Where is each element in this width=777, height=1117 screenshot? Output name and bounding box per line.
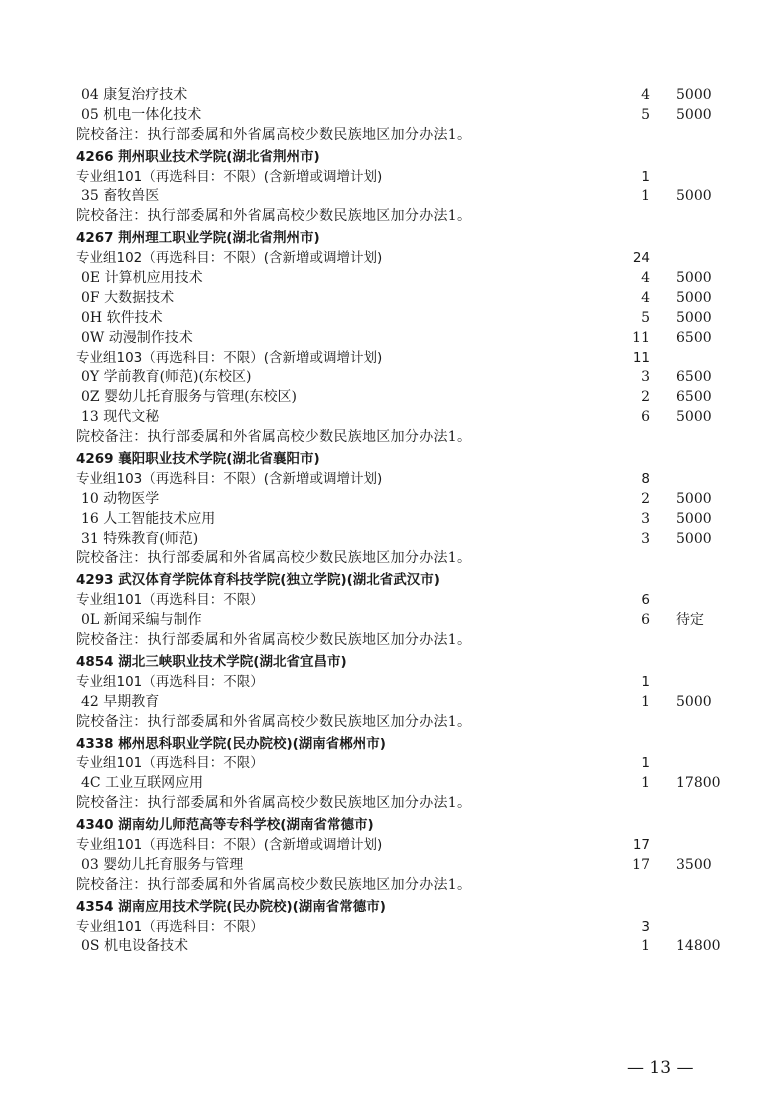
major-label: 42 早期教育 xyxy=(81,693,160,710)
major-label: 0W 动漫制作技术 xyxy=(81,329,193,346)
major-group-row xyxy=(0,349,777,369)
major-group-row xyxy=(0,591,777,611)
plan-count: 1 xyxy=(641,775,650,792)
school-header-row xyxy=(0,450,777,470)
plan-count: 1 xyxy=(641,938,650,955)
school-note-row xyxy=(0,713,777,733)
major-label: 0H 软件技术 xyxy=(81,309,163,326)
major-label: 0S 机电设备技术 xyxy=(81,938,188,955)
school-label: 4338 郴州思科职业学院(民办院校)(湖南省郴州市) xyxy=(76,735,386,752)
plan-count: 1 xyxy=(641,755,650,772)
note-label: 院校备注：执行部委属和外省属高校少数民族地区加分办法1。 xyxy=(76,632,472,649)
note-label: 院校备注：执行部委属和外省属高校少数民族地区加分办法1。 xyxy=(76,550,472,567)
plan-count: 1 xyxy=(641,168,650,185)
major-row xyxy=(0,289,777,309)
major-row xyxy=(0,774,777,794)
major-row xyxy=(0,510,777,530)
major-row xyxy=(0,693,777,713)
plan-count: 4 xyxy=(641,87,650,103)
plan-count: 1 xyxy=(641,693,650,710)
school-header-row xyxy=(0,816,777,836)
major-label: 35 畜牧兽医 xyxy=(81,188,160,205)
major-label: 0F 大数据技术 xyxy=(81,289,175,306)
major-group-row xyxy=(0,673,777,693)
tuition-fee: 5000 xyxy=(676,106,712,123)
plan-count: 1 xyxy=(641,188,650,205)
school-note-row xyxy=(0,631,777,651)
major-row xyxy=(0,611,777,631)
major-row xyxy=(0,329,777,349)
tuition-fee: 17800 xyxy=(676,775,721,792)
major-label: 31 特殊教育(师范) xyxy=(81,530,199,547)
tuition-fee: 5000 xyxy=(676,510,712,527)
enrollment-plan-list xyxy=(0,86,777,957)
tuition-fee: 6500 xyxy=(676,329,712,346)
school-label: 4340 湖南幼儿师范高等专科学校(湖南省常德市) xyxy=(76,817,374,834)
major-row xyxy=(0,388,777,408)
major-group-row xyxy=(0,918,777,938)
plan-count: 6 xyxy=(641,592,650,609)
school-label: 4267 荆州理工职业学院(湖北省荆州市) xyxy=(76,230,320,247)
tuition-fee: 5000 xyxy=(676,289,712,306)
plan-count: 1 xyxy=(641,673,650,690)
plan-count: 3 xyxy=(641,369,650,386)
tuition-fee: 14800 xyxy=(676,938,721,955)
group-label: 专业组103（再选科目：不限）(含新增或调增计划) xyxy=(76,349,383,366)
plan-count: 17 xyxy=(632,856,650,873)
note-label: 院校备注：执行部委属和外省属高校少数民族地区加分办法1。 xyxy=(76,795,472,812)
school-header-row xyxy=(0,898,777,918)
major-row xyxy=(0,530,777,550)
plan-count: 3 xyxy=(641,918,650,935)
major-label: 13 现代文秘 xyxy=(81,409,160,426)
group-label: 专业组101（再选科目：不限） xyxy=(76,755,264,772)
school-note-row xyxy=(0,876,777,896)
plan-count: 11 xyxy=(632,329,650,346)
tuition-fee: 5000 xyxy=(676,409,712,426)
tuition-fee: 5000 xyxy=(676,87,712,103)
group-label: 专业组101（再选科目：不限） xyxy=(76,592,264,609)
major-row xyxy=(0,269,777,289)
school-note-row xyxy=(0,207,777,227)
major-row xyxy=(0,86,777,106)
major-group-row xyxy=(0,836,777,856)
plan-count: 24 xyxy=(632,250,650,267)
group-label: 专业组101（再选科目：不限） xyxy=(76,918,264,935)
major-row xyxy=(0,309,777,329)
tuition-fee: 6500 xyxy=(676,369,712,386)
major-label: 0E 计算机应用技术 xyxy=(81,270,203,287)
group-label: 专业组101（再选科目：不限）(含新增或调增计划) xyxy=(76,836,383,853)
school-header-row xyxy=(0,571,777,591)
tuition-fee: 5000 xyxy=(676,270,712,287)
plan-count: 17 xyxy=(632,836,650,853)
tuition-fee: 待定 xyxy=(676,612,704,629)
note-label: 院校备注：执行部委属和外省属高校少数民族地区加分办法1。 xyxy=(76,208,472,225)
major-row xyxy=(0,368,777,388)
school-label: 4854 湖北三峡职业技术学院(湖北省宜昌市) xyxy=(76,653,347,670)
major-label: 16 人工智能技术应用 xyxy=(81,510,216,527)
tuition-fee: 6500 xyxy=(676,389,712,406)
tuition-fee: 5000 xyxy=(676,530,712,547)
school-header-row xyxy=(0,148,777,168)
major-group-row xyxy=(0,470,777,490)
major-label: 10 动物医学 xyxy=(81,490,160,507)
school-label: 4266 荆州职业技术学院(湖北省荆州市) xyxy=(76,148,320,165)
plan-count: 2 xyxy=(641,389,650,406)
major-group-row xyxy=(0,754,777,774)
plan-count: 8 xyxy=(641,470,650,487)
major-label: 05 机电一体化技术 xyxy=(81,106,202,123)
school-label: 4354 湖南应用技术学院(民办院校)(湖南省常德市) xyxy=(76,898,386,915)
plan-count: 4 xyxy=(641,289,650,306)
school-note-row xyxy=(0,794,777,814)
plan-count: 3 xyxy=(641,510,650,527)
tuition-fee: 5000 xyxy=(676,693,712,710)
major-label: 04 康复治疗技术 xyxy=(81,87,188,103)
tuition-fee: 5000 xyxy=(676,490,712,507)
major-row xyxy=(0,490,777,510)
school-label: 4269 襄阳职业技术学院(湖北省襄阳市) xyxy=(76,451,320,468)
school-header-row xyxy=(0,229,777,249)
school-note-row xyxy=(0,428,777,448)
note-label: 院校备注：执行部委属和外省属高校少数民族地区加分办法1。 xyxy=(76,713,472,730)
plan-count: 4 xyxy=(641,270,650,287)
major-row xyxy=(0,408,777,428)
major-label: 0Y 学前教育(师范)(东校区) xyxy=(81,369,252,386)
note-label: 院校备注：执行部委属和外省属高校少数民族地区加分办法1。 xyxy=(76,126,472,143)
major-label: 0Z 婴幼儿托育服务与管理(东校区) xyxy=(81,389,298,406)
plan-count: 5 xyxy=(641,309,650,326)
group-label: 专业组101（再选科目：不限）(含新增或调增计划) xyxy=(76,168,383,185)
plan-count: 2 xyxy=(641,490,650,507)
plan-count: 6 xyxy=(641,612,650,629)
page-number: — 13 — xyxy=(627,1058,694,1078)
plan-count: 11 xyxy=(632,349,650,366)
major-row xyxy=(0,937,777,957)
tuition-fee: 5000 xyxy=(676,309,712,326)
school-header-row xyxy=(0,653,777,673)
note-label: 院校备注：执行部委属和外省属高校少数民族地区加分办法1。 xyxy=(76,876,472,893)
plan-count: 6 xyxy=(641,409,650,426)
major-row xyxy=(0,187,777,207)
plan-count: 5 xyxy=(641,106,650,123)
major-label: 4C 工业互联网应用 xyxy=(81,775,204,792)
plan-count: 3 xyxy=(641,530,650,547)
major-row xyxy=(0,106,777,126)
major-label: 0L 新闻采编与制作 xyxy=(81,612,202,629)
school-label: 4293 武汉体育学院体育科技学院(独立学院)(湖北省武汉市) xyxy=(76,572,440,589)
group-label: 专业组103（再选科目：不限）(含新增或调增计划) xyxy=(76,470,383,487)
major-label: 03 婴幼儿托育服务与管理 xyxy=(81,856,244,873)
school-note-row xyxy=(0,126,777,146)
group-label: 专业组101（再选科目：不限） xyxy=(76,673,264,690)
tuition-fee: 3500 xyxy=(676,856,712,873)
school-header-row xyxy=(0,735,777,755)
group-label: 专业组102（再选科目：不限）(含新增或调增计划) xyxy=(76,250,383,267)
major-group-row xyxy=(0,168,777,188)
school-note-row xyxy=(0,549,777,569)
major-row xyxy=(0,856,777,876)
major-group-row xyxy=(0,249,777,269)
note-label: 院校备注：执行部委属和外省属高校少数民族地区加分办法1。 xyxy=(76,429,472,446)
tuition-fee: 5000 xyxy=(676,188,712,205)
